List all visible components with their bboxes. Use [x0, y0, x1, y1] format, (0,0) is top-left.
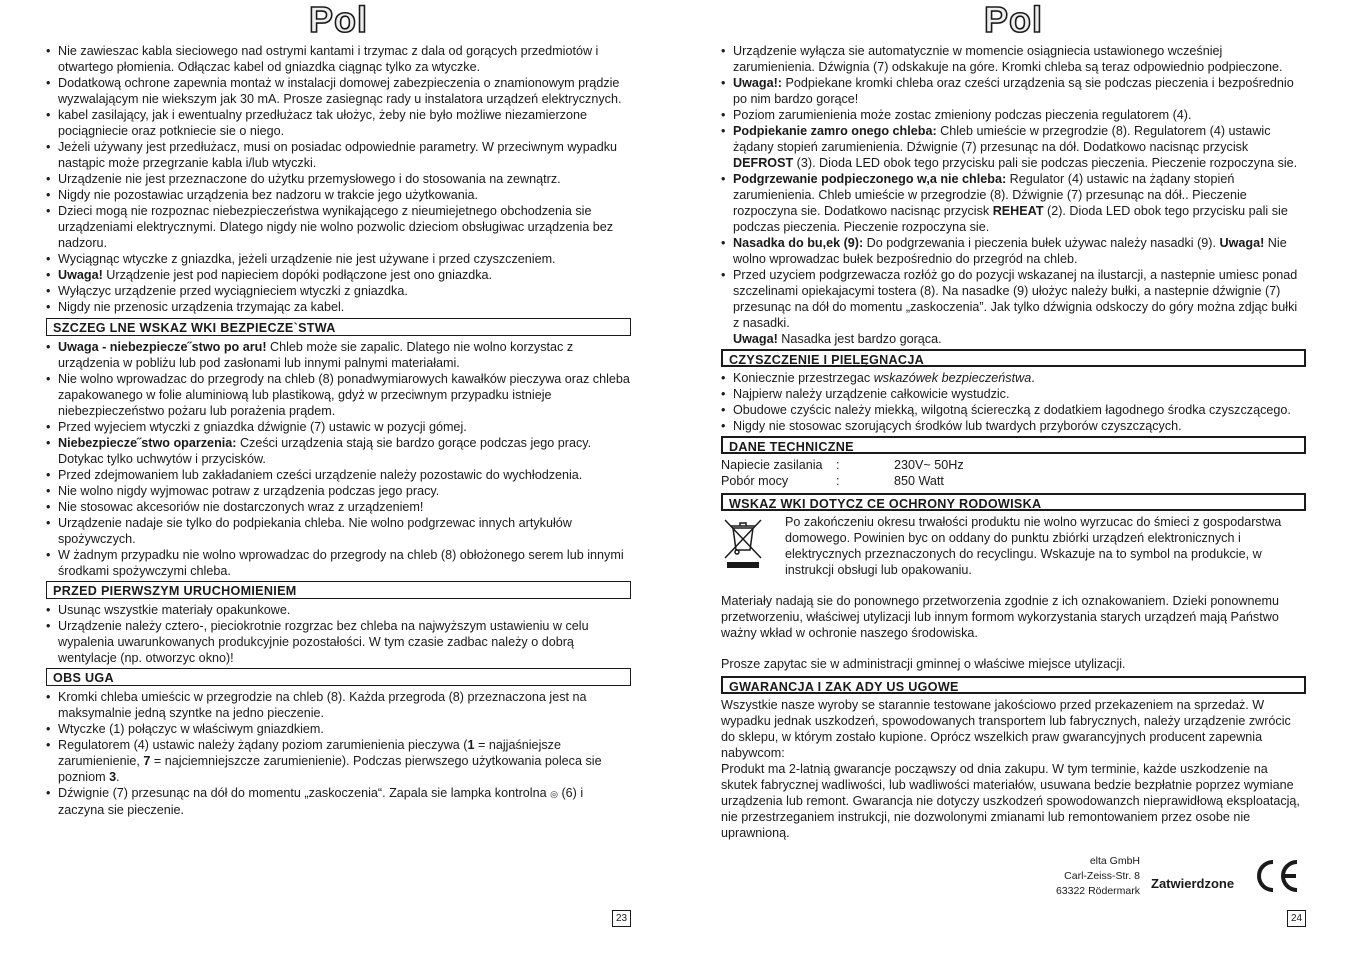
warning-label: Uwaga! — [58, 268, 103, 282]
list-item: • Wyłączyc urządzenie przed wyciągnieciem wtyczki z gniazdka. — [46, 283, 631, 299]
section-header-first-use: PRZED PIERWSZYM URUCHOMIENIEM — [46, 581, 631, 599]
list-item: • Dodatkową ochrone zapewnia montaż w instalacji domowej zabezpieczenia o znamionowym prądzie wyzwalającym nie wiekszym jak 30 mA. Prosze zasiegnąc rady u instalatora urządzeń elektrycznych. — [46, 75, 631, 107]
section-header-safety: SZCZEG LNE WSKAZ WKI BEZPIECZE`STWA — [46, 318, 631, 336]
warning-text: Urządzenie jest pod napieciem dopóki podłączone jest ono gniazdka. — [102, 268, 493, 282]
page-number-right: 24 — [1287, 910, 1306, 927]
section-header-cleaning: CZYSZCZENIE I PIELĘGNACJA — [721, 349, 1306, 367]
operation-list — [46, 689, 631, 818]
list-item: • Poziom zarumienienia może zostac zmieniony podczas pieczenia regulatorem (4). — [721, 107, 1306, 123]
list-item — [721, 75, 1306, 107]
text: (3). Dioda LED obok tego przycisku pali sie podczas pieczenia. Pieczenie rozpoczyna sie. — [793, 156, 1298, 170]
list-item: • Nie wolno wprowadzac do przegrody na chleb (8) ponadwymiarowych kawałków pieczywa oraz chleba zapakowanego w folie aluminiową lub plastikową, gdyż w przeciwnym przypadku istnieje niebezpieczeństwo pożaru lub porażenia prądem. — [46, 371, 631, 419]
list-item — [721, 370, 1306, 386]
list-item — [46, 737, 631, 785]
list-item: • kabel zasilający, jak i ewentualny przedłużacz tak ułożyc, żeby nie było możliwe niezamierzone pociągniecie oraz potkniecie sie o niego. — [46, 107, 631, 139]
section-header-operation: OBS UGA — [46, 668, 631, 686]
text: = najciemniejszcze zarumienienie). Podczas pierwszego użytkowania poleca sie pozniom — [58, 754, 602, 784]
text: Dźwignie (7) przesunąc na dół do momentu „zaskoczenia“. Zapala sie lampka kontrolna — [58, 786, 551, 800]
fire-warning-text: Chleb może sie zapalic. Dlatego nie wolno korzystac z urządzenia w pobliżu lub pod zasłonami lub innymi palnymi materiałami. — [58, 340, 574, 370]
list-item — [46, 435, 631, 467]
list-item: • Urządzenie należy cztero-, pieciokrotnie rozgrzac bez chleba na najwyższym ustawieniu w celu wypalenia uwarunkowanych produkcyjnie pozostałości. W tym czasie zadbac należy o dobrą wentylacje (np. otworzyc okno)! — [46, 618, 631, 666]
company-street: Carl-Zeiss-Str. 8 — [1064, 870, 1140, 882]
list-item: • Urządzenie nie jest przeznaczone do użytku przemysłowego i do stosowania na zewnątrz. — [46, 171, 631, 187]
language-title-right: Pol — [983, 0, 1043, 40]
control-lamp-icon: ◎ — [550, 789, 558, 799]
defrost-heading: Podpiekanie zamro onego chleba: — [733, 124, 937, 138]
text: Chleb umieście w przegrodzie (8). Regulatorem (4) ustawic żądany stopień zarumienienia. Dźwignie (7) przesunąc na dół. Dodatkowo nacisnąc przycisk — [733, 124, 1271, 154]
list-item — [46, 267, 631, 283]
text: Przed uzyciem podgrzewacza rozłóż go do pozycji wskazanej na ilustarcji, a nastepnie umiesc ponad szczelinami opiekajacymi tostera (8). Na nasadke (9) ułożyc należy bułki, a nastepnie dźwignie (7) przesunąc na dół do momentu „zaskoczenia”. Jak tylko dźwignia odskoczy do góry można zdjąc bułki z nasadki. — [733, 268, 1298, 330]
bun-rack-heading: Nasadka do bu,ek (9): — [733, 236, 864, 250]
list-item: • Jeżeli używany jest przedłużacz, musi on posiadac odpowiednie parametry. W przeciwnym wypadku nastąpic może przegrzanie kabla i/lub wtyczki. — [46, 139, 631, 171]
list-item: • Nie wolno nigdy wyjmowac potraw z urządzenia podczas jego pracy. — [46, 483, 631, 499]
list-item: • W żadnym przypadku nie wolno wprowadzac do przegrody na chleb (8) obłożonego serem lub innymi środkami spożywczymi chleba. — [46, 547, 631, 579]
text: Podpiekane kromki chleba oraz cześci urządzenia są sie podczas pieczenia i bezpośrednio po nim bardzo gorące! — [733, 76, 1294, 106]
list-item — [46, 785, 631, 818]
list-item: • Usunąc wszystkie materiały opakunkowe. — [46, 602, 631, 618]
list-item: • Nigdy nie stosowac szorujących środków lub twardych przyborów czyszczących. — [721, 418, 1306, 434]
spec-value: 230V~ 50Hz — [894, 458, 964, 472]
operation-list-continued — [721, 43, 1306, 347]
reheat-heading: Podgrzewanie podpieczonego w,a nie chleba: — [733, 172, 1007, 186]
text: . — [116, 770, 120, 784]
list-item — [721, 267, 1306, 347]
crossed-out-bin-icon — [721, 514, 785, 578]
section-header-technical-data: DANE TECHNICZNE — [721, 436, 1306, 454]
company-name: elta GmbH — [1089, 855, 1140, 867]
text: . — [1031, 371, 1035, 385]
first-use-list — [46, 602, 631, 666]
warning-label: Uwaga! — [733, 332, 778, 346]
warranty-intro-text: Wszystkie nasze wyroby se starannie testowane jakościowo przed przekazeniem na sprzedaż. W wypadku jednak uszkodzeń, spowodowanych transportem lub fabrycznych, należy urządzenie zwrócic do sklepu, w którym zostało kupione. Oprócz wszelkich praw gwarancyjnych producent zapewnia nabywcom: — [721, 698, 1291, 760]
list-item: • Urządzenie nadaje sie tylko do podpiekania chleba. Nie wolno podgrzewac innych artykułów spożywczych. — [46, 515, 631, 547]
section-header-warranty: GWARANCJA I ZAK ADY US UGOWE — [721, 676, 1306, 694]
list-item: • Wtyczke (1) połączyc w właściwym gniazdkiem. — [46, 721, 631, 737]
level-max: 7 — [143, 754, 151, 768]
list-item — [721, 235, 1306, 267]
warning-label: Uwaga!: — [733, 76, 782, 90]
text: (6) i zaczyna sie pieczenie. — [58, 786, 584, 817]
list-item: • Wyciągnąc wtyczke z gniazdka, jeżeli urządzenie nie jest używane i przed czyszczeniem. — [46, 251, 631, 267]
spec-value: 850 Watt — [894, 474, 944, 488]
list-item: • Obudowe czyścic należy miekką, wilgotną ściereczką z dodatkiem łagodnego środka czyszczącego. — [721, 402, 1306, 418]
technical-data-table — [721, 457, 1306, 489]
cleaning-list — [721, 370, 1306, 434]
list-item: • Kromki chleba umieścic w przegrodzie na chleb (8). Każda przegroda (8) przeznaczona jest na maksymalnie jedną szyntke na jedno pieczenie. — [46, 689, 631, 721]
list-item — [721, 171, 1306, 235]
manufacturer-footer — [1051, 854, 1306, 896]
list-item: • Przed zdejmowaniem lub zakładaniem cześci urządzenie należy pozostawic do wychłodzenia. — [46, 467, 631, 483]
general-safety-list — [46, 43, 631, 315]
company-city: 63322 Rödermark — [1055, 885, 1140, 897]
text: Koniecznie przestrzegac — [733, 371, 874, 385]
disposal-info-text: Prosze zapytac sie w administracji gminnej o właściwe miejsce utylizacji. — [721, 657, 1126, 671]
language-title-left: Pol — [308, 0, 368, 40]
recycling-text: Materiały nadają sie do ponownego przetworzenia zgodnie z ich oznakowaniem. Dzieki ponownemu przetworzeniu, właściwej utylizacji lub innym formom wykorzystania starych urządzeń mają Państwo ważny wkład w ochronie naszego środowiska. — [721, 594, 1279, 640]
warning-label: Uwaga! — [1219, 236, 1265, 250]
list-item: • Dzieci mogą nie rozpoznac niebezpieczeństwa wynikającego z nieumiejetnego obchodzenia sie urządzeniami elektrycznymi. Dlatego nigdy nie wolno pozwolic dzieciom obsługiwac urządzenia bez nadzoru. — [46, 203, 631, 251]
spec-label: Pobór mocy — [721, 474, 789, 488]
list-item: • Urządzenie wyłącza sie automatycznie w momencie osiągniecia ustawionego wcześniej zarumienienia. Dźwignia (7) odskakuje na góre. Kromki chleba są teraz odpowiednio podpieczone. — [721, 43, 1306, 75]
list-item: • Nie stosowac akcesoriów nie dostarczonych wraz z urządzeniem! — [46, 499, 631, 515]
right-content — [721, 43, 1306, 841]
list-item — [721, 123, 1306, 171]
specific-safety-list — [46, 339, 631, 579]
burn-warning-text: Cześci urządzenia stają sie bardzo gorące podczas jego pracy. Dotykac tylko uchwytów i przycisków. — [58, 436, 592, 466]
approval-label: Zatwierdzone — [1151, 876, 1235, 891]
text-italic: wskazówek bezpieczeństwa — [873, 371, 1032, 385]
spec-separator: : — [836, 474, 840, 488]
section-header-environment: WSKAZ WKI DOTYCZ CE OCHRONY RODOWISKA — [721, 493, 1306, 511]
spec-label: Napiecie zasilania — [721, 458, 823, 472]
level-min: 1 — [467, 738, 475, 752]
list-item: • Przed wyjeciem wtyczki z gniazdka dźwignie (7) ustawic w pozycji gómej. — [46, 419, 631, 435]
manufacturer-address — [1030, 854, 1140, 899]
text: = najjaśniejsze zarumienienie, — [58, 738, 561, 768]
defrost-button-label: DEFROST — [733, 156, 794, 170]
list-item — [46, 339, 631, 371]
list-item: • Nigdy nie pozostawiac urządzenia bez nadzoru w trakcie jego użytkowania. — [46, 187, 631, 203]
text: Nasadka jest bardzo gorąca. — [777, 332, 942, 346]
left-content — [46, 43, 631, 818]
list-item: • Najpierw należy urządzenie całkowicie wystudzic. — [721, 386, 1306, 402]
text: Nie wolno wprowadzac bułek bezpośrednio do przegród na chleb. — [733, 236, 1287, 266]
fire-warning-label: Uwaga - niebezpiecze˝stwo po aru! — [58, 340, 267, 354]
spec-separator: : — [836, 458, 840, 472]
burn-warning-label: Niebezpiecze˝stwo oparzenia: — [58, 436, 237, 450]
reheat-button-label: REHEAT — [992, 204, 1044, 218]
warranty-terms-text: Produkt ma 2-latnią gwarancje począwszy od dnia zakupu. W tym terminie, każde uszkodzenie na skutek fabrycznej wadliwości, lub wadliwości materiałów, usuwana bedzie bezpłatnie poprzez wymiane urządzenia lub remont. Gwarancja nie dotyczy uszkodzeń spowodowanzch nieprawidłową eksploatacją, nie przestrzeganiem instrukcji, nie dozwolonymi zmianami lub remontowaniem przez osobe nie uprawnioną. — [721, 762, 1300, 840]
ce-mark-icon — [1253, 858, 1301, 898]
list-item: • Nigdy nie przenosic urządzenia trzymając za kabel. — [46, 299, 631, 315]
text: Regulator (4) ustawic na żądany stopień zarumienienia. Chleb umieście w przegrodzie (8). Dźwignie (7) przesunąc na dół.. Pieczenie rozpoczyna sie. Dodatkowo nacisnąc przycisk — [733, 172, 1247, 218]
level-recommended: 3 — [109, 770, 117, 784]
list-item: • Nie zawieszac kabla sieciowego nad ostrymi kantami i trzymac z dala od gorących przedmiotów i otwartego płomienia. Odłączac kabel od gniazdka ciągnąc tylko za wtyczke. — [46, 43, 631, 75]
disposal-text: Po zakończeniu okresu trwałości produktu nie wolno wyrzucac do śmieci z gospodarstwa domowego. Powinien byc on oddany do punktu zbiórki urządzeń elektronicznych i elektrycznych przeznaczonych do recyclingu. Wskazuje na to symbol na produkcie, w instrukcji obsługi lub opakowaniu. — [785, 515, 1282, 577]
weee-block — [721, 514, 1306, 578]
text: Regulatorem (4) ustawic należy żądany poziom zarumienienia pieczywa ( — [58, 738, 468, 752]
page-number-left: 23 — [612, 910, 631, 927]
text: (2). Dioda LED obok tego przycisku pali sie podczas pieczenia. Pieczenie rozpoczyna sie. — [733, 204, 1288, 234]
text: Do podgrzewania i pieczenia bułek używac należy nasadki (9). — [863, 236, 1220, 250]
